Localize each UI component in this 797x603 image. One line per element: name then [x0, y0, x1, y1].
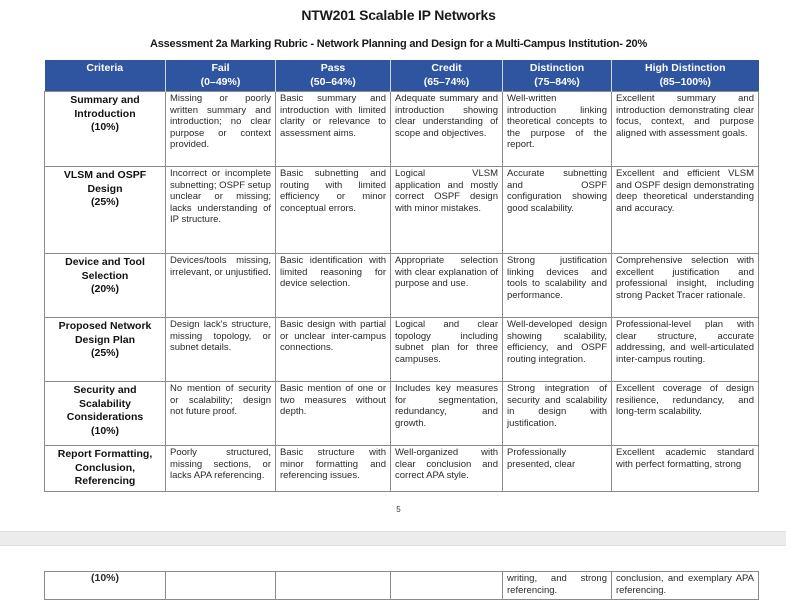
rubric-continuation-table [44, 571, 759, 600]
high-distinction-cell: Excellent coverage of design resilience, redundancy, and long-term scalability. [612, 382, 759, 446]
distinction-cell: Well-developed design showing scalability, efficiency, and OSPF routing integration. [503, 318, 612, 382]
column-range: (50–64%) [310, 76, 356, 88]
distinction-cell: Strong integration of security and scalability in design with justification. [503, 382, 612, 446]
criterion-weight: (25%) [90, 196, 119, 208]
pass-cell: Basic subnetting and routing with limited efficiency or minor conceptual errors. [276, 167, 391, 254]
high-distinction-cell: Excellent summary and introduction demonstrating clear focus, context, and purpose aligned with assessment goals. [612, 92, 759, 167]
column-header-fail [166, 60, 276, 92]
criterion-weight: (25%) [90, 347, 119, 359]
table-header-row [45, 60, 759, 92]
pass-cell: Basic mention of one or two measures without depth. [276, 382, 391, 446]
fail-cell: Devices/tools missing, irrelevant, or unjustified. [166, 254, 276, 318]
column-header-high-distinction [612, 60, 759, 92]
criterion-cell [45, 254, 166, 318]
distinction-cell: Professionally presented, clear [503, 446, 612, 492]
criterion-name: Device and Tool Selection [65, 256, 145, 282]
distinction-cell: Strong justification linking devices and tools to scalability and performance. [503, 254, 612, 318]
fail-cell: Poorly structured, missing sections, or lacks APA referencing. [166, 446, 276, 492]
column-range: (75–84%) [534, 76, 580, 88]
criterion-weight: (10%) [90, 121, 119, 133]
pass-cell [276, 572, 391, 600]
column-label: High Distinction [645, 62, 726, 74]
credit-cell: Appropriate selection with clear explanation of purpose and use. [391, 254, 503, 318]
rubric-subtitle: Assessment 2a Marking Rubric - Network Planning and Design for a Multi-Campus Institution- 20% [149, 38, 648, 50]
pass-cell: Basic summary and introduction with limited clarity or relevance to assessment aims. [276, 92, 391, 167]
high-distinction-cell: conclusion, and exemplary APA referencing. [612, 572, 759, 600]
fail-cell: Incorrect or incomplete subnetting; OSPF setup unclear or missing; lacks understanding of IP structure. [166, 167, 276, 254]
table-row [45, 254, 759, 318]
high-distinction-cell: Professional-level plan with clear structure, accurate addressing, and well-articulated inter-campus routing. [612, 318, 759, 382]
column-header-distinction [503, 60, 612, 92]
column-range: (85–100%) [659, 76, 711, 88]
credit-cell [391, 572, 503, 600]
page-break-separator [0, 531, 786, 546]
table-row [45, 318, 759, 382]
distinction-cell: Accurate subnetting and OSPF configuration showing good scalability. [503, 167, 612, 254]
column-range: (0–49%) [200, 76, 241, 88]
fail-cell [166, 572, 276, 600]
criterion-name: Security and Scalability Considerations [66, 384, 144, 423]
criterion-cell [45, 92, 166, 167]
column-label: Credit [431, 62, 462, 74]
table-row-continued [45, 572, 759, 600]
high-distinction-cell: Comprehensive selection with excellent justification and professional insight, including strong Packet Tracer rationale. [612, 254, 759, 318]
credit-cell: Logical VLSM application and mostly correct OSPF design with minor mistakes. [391, 167, 503, 254]
criterion-cell [45, 446, 166, 492]
column-label: Distinction [529, 62, 585, 74]
criterion-weight: (10%) [90, 424, 119, 437]
credit-cell: Logical and clear topology including subnet plan for three campuses. [391, 318, 503, 382]
column-header-pass [276, 60, 391, 92]
fail-cell: Design lack's structure, missing topology, or subnet details. [166, 318, 276, 382]
pass-cell: Basic design with partial or unclear inter-campus connections. [276, 318, 391, 382]
criterion-cell [45, 382, 166, 446]
criterion-name: Summary and Introduction [70, 94, 140, 120]
criterion-cell [45, 167, 166, 254]
column-label: Pass [320, 62, 346, 74]
document-title: NTW201 Scalable IP Networks [301, 7, 496, 23]
credit-cell: Includes key measures for segmentation, redundancy, and growth. [391, 382, 503, 446]
criterion-name: Proposed Network Design Plan [58, 320, 152, 346]
credit-cell: Well-organized with clear conclusion and correct APA style. [391, 446, 503, 492]
fail-cell: Missing or poorly written summary and introduction; no clear purpose or context provided. [166, 92, 276, 167]
distinction-cell: writing, and strong referencing. [503, 572, 612, 600]
pass-cell: Basic identification with limited reasoning for device selection. [276, 254, 391, 318]
high-distinction-cell: Excellent and efficient VLSM and OSPF design demonstrating deep theoretical understanding and accuracy. [612, 167, 759, 254]
marking-rubric-table [44, 60, 759, 492]
table-row [45, 92, 759, 167]
criterion-weight: (20%) [90, 283, 119, 295]
column-range: (65–74%) [423, 76, 470, 88]
page-number: 5 [396, 505, 401, 514]
credit-cell: Adequate summary and introduction showing clear understanding of scope and objectives. [391, 92, 503, 167]
column-label: Criteria [86, 62, 124, 74]
distinction-cell: Well-written introduction linking theoretical concepts to the purpose of the report. [503, 92, 612, 167]
criterion-cell [45, 318, 166, 382]
high-distinction-cell: Excellent academic standard with perfect formatting, strong [612, 446, 759, 492]
pass-cell: Basic structure with minor formatting and referencing issues. [276, 446, 391, 492]
table-row [45, 167, 759, 254]
criterion-weight: (10%) [45, 572, 166, 600]
column-label: Fail [211, 62, 230, 74]
fail-cell: No mention of security or scalability; design not future proof. [166, 382, 276, 446]
table-row [45, 446, 759, 492]
column-header-credit [391, 60, 503, 92]
criterion-name: Report Formatting, Conclusion, Referencing [57, 448, 153, 487]
column-header-criteria [45, 60, 166, 92]
criterion-name: VLSM and OSPF Design [63, 169, 147, 195]
table-row [45, 382, 759, 446]
